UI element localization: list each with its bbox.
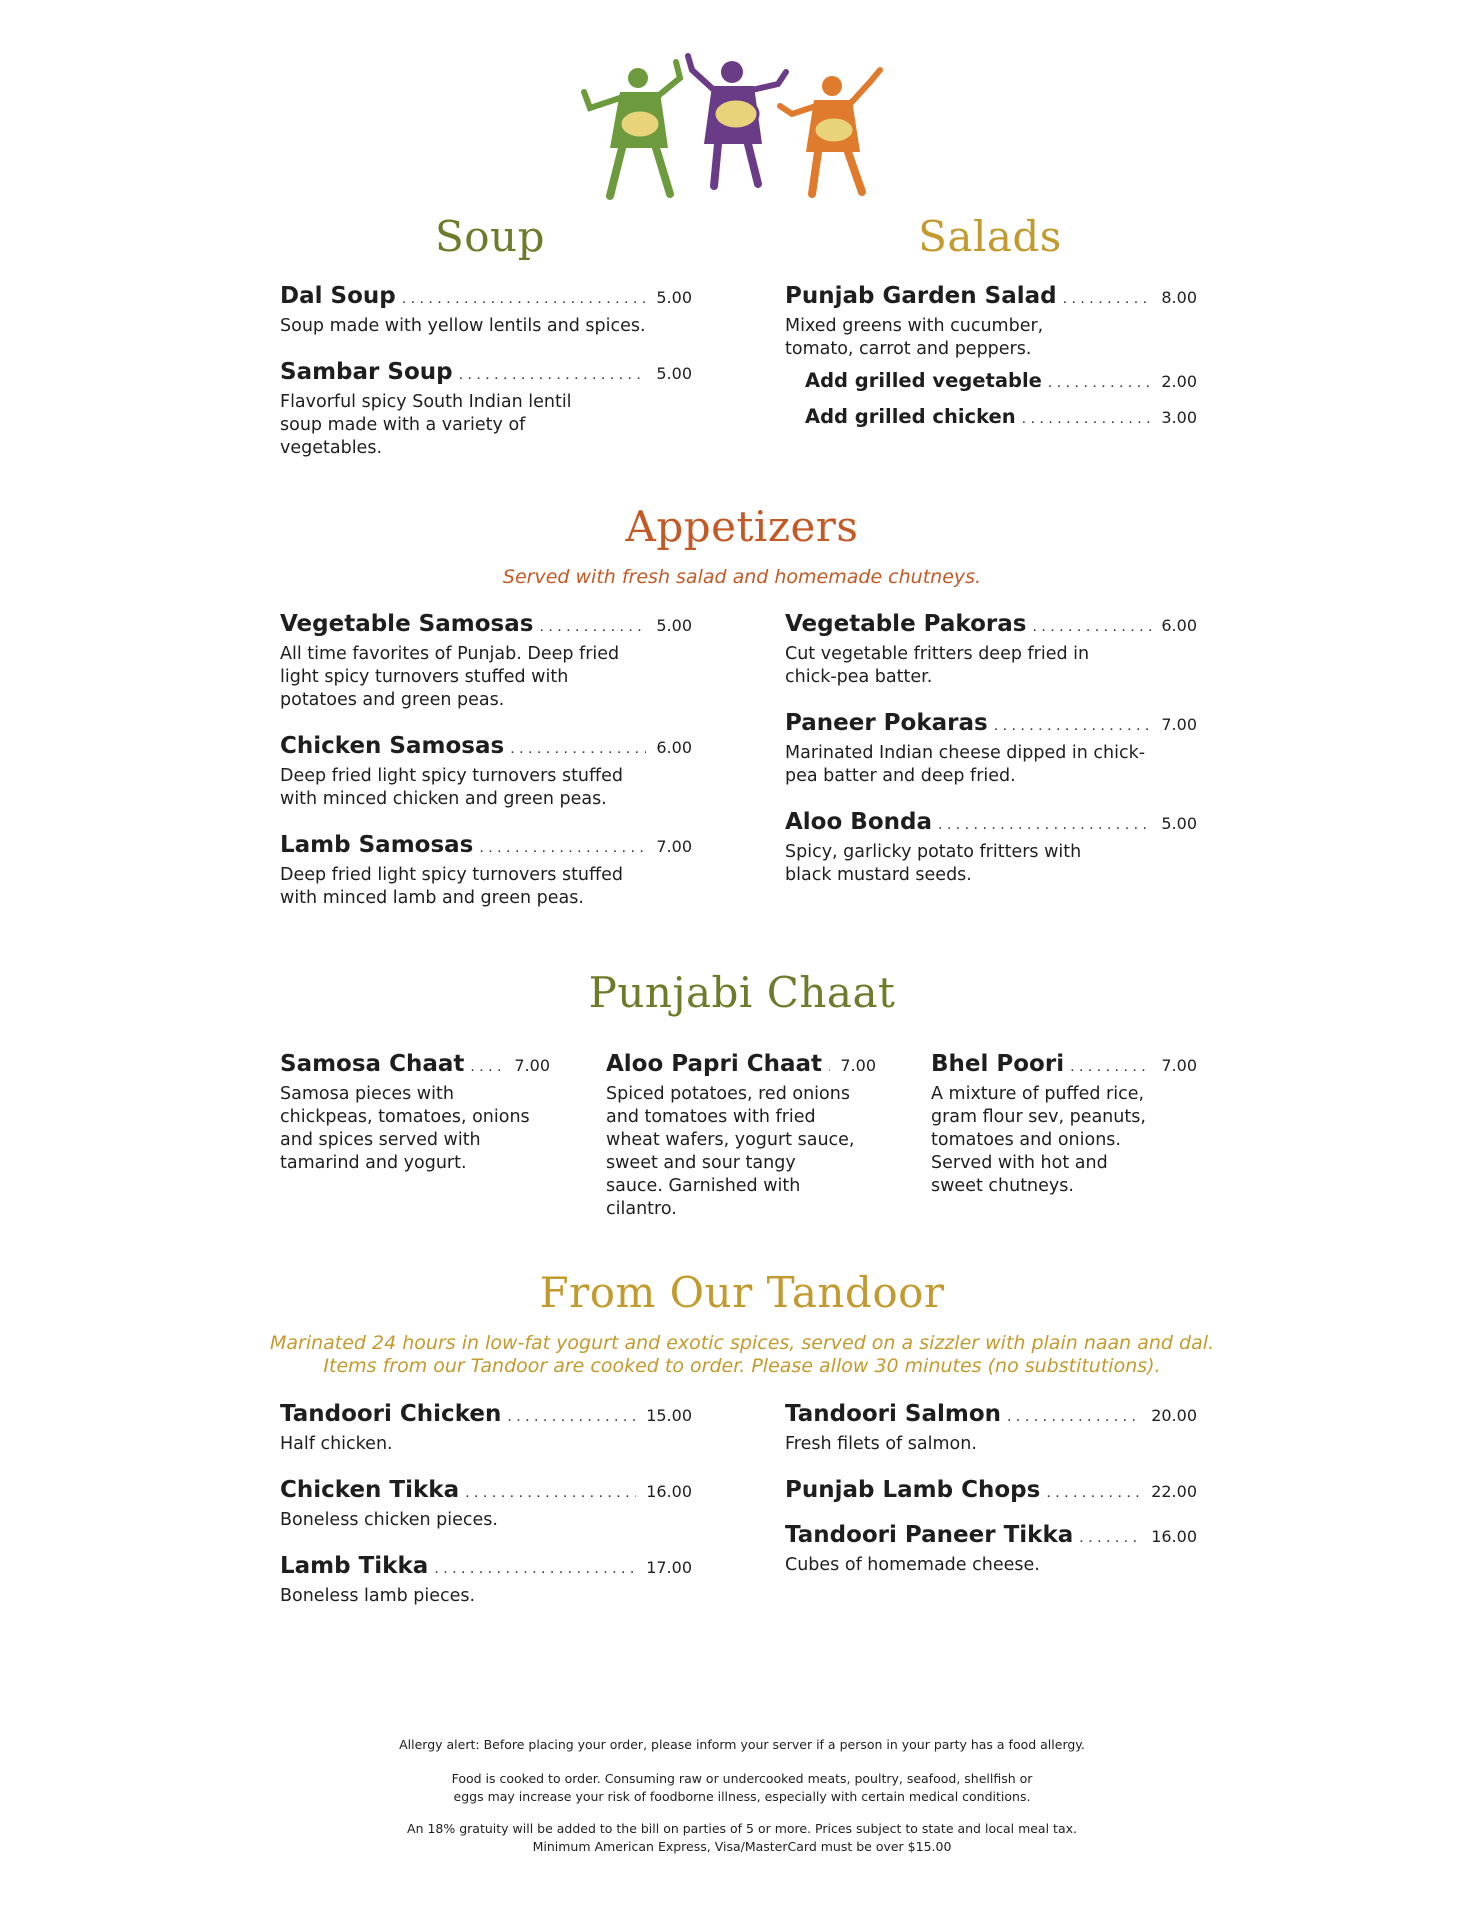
leader-dots bbox=[828, 1053, 830, 1081]
item-description: Marinated Indian cheese dipped in chick-pea batter and deep fried. bbox=[785, 743, 1146, 786]
menu-item bbox=[785, 610, 1197, 689]
leader-dots bbox=[1048, 369, 1152, 397]
item-name: Dal Soup bbox=[280, 283, 396, 309]
addon-price: 3.00 bbox=[1161, 408, 1197, 427]
item-description: Half chicken. bbox=[280, 1434, 393, 1454]
item-name: Chicken Tikka bbox=[280, 1477, 460, 1503]
item-description: Boneless chicken pieces. bbox=[280, 1510, 498, 1530]
item-name: Chicken Samosas bbox=[280, 733, 505, 759]
cooked-notice-line2: eggs may increase your risk of foodborne illness, especially with certain medical conditions. bbox=[453, 1789, 1031, 1804]
purple-dancer-icon bbox=[688, 56, 786, 186]
allergy-alert: Allergy alert: Before placing your order, please inform your server if a person in your party has a food allergy. bbox=[399, 1737, 1085, 1752]
item-description: All time favorites of Punjab. Deep fried light spicy turnovers stuffed with potatoes and green peas. bbox=[280, 644, 620, 710]
item-description: Spiced potatoes, red onions and tomatoes with fried wheat wafers, yogurt sauce, sweet and sour tangy sauce. Garnished with cilantro. bbox=[606, 1084, 855, 1219]
item-price: 7.00 bbox=[656, 837, 692, 856]
leader-dots bbox=[479, 834, 646, 862]
item-description: Fresh filets of salmon. bbox=[785, 1434, 977, 1454]
appetizers-right-column bbox=[785, 610, 1197, 907]
item-description: Soup made with yellow lentils and spices. bbox=[280, 316, 646, 336]
item-description: Deep fried light spicy turnovers stuffed with minced chicken and green peas. bbox=[280, 766, 623, 809]
leader-dots bbox=[510, 735, 646, 763]
appetizers-left-column bbox=[280, 610, 692, 930]
menu-item bbox=[280, 1552, 692, 1608]
menu-item bbox=[785, 709, 1197, 788]
menu-item bbox=[785, 808, 1197, 887]
leader-dots bbox=[994, 712, 1152, 740]
leader-dots bbox=[459, 361, 647, 389]
addon-name: Add grilled chicken bbox=[805, 405, 1016, 428]
leader-dots bbox=[507, 1403, 636, 1431]
item-price: 6.00 bbox=[656, 738, 692, 757]
item-name: Vegetable Samosas bbox=[280, 611, 534, 637]
item-price: 5.00 bbox=[1161, 814, 1197, 833]
tandoor-title: From Our Tandoor bbox=[539, 1268, 945, 1317]
appetizers-title: Appetizers bbox=[625, 502, 859, 551]
menu-item bbox=[785, 282, 1197, 361]
menu-item bbox=[280, 610, 692, 712]
menu-item bbox=[785, 1521, 1197, 1577]
leader-dots bbox=[402, 285, 647, 313]
item-price: 22.00 bbox=[1151, 1482, 1197, 1501]
menu-item bbox=[606, 1050, 876, 1221]
item-name: Aloo Papri Chaat bbox=[606, 1051, 823, 1077]
item-name: Tandoori Paneer Tikka bbox=[785, 1522, 1074, 1548]
leader-dots bbox=[1007, 1403, 1141, 1431]
menu-item bbox=[280, 1050, 550, 1175]
menu-item bbox=[785, 1400, 1197, 1456]
addon-price: 2.00 bbox=[1161, 372, 1197, 391]
salads-column bbox=[785, 282, 1197, 439]
bhangra-dancers-icon bbox=[580, 48, 900, 208]
chaat-column-3 bbox=[931, 1050, 1197, 1218]
leader-dots bbox=[1079, 1524, 1141, 1552]
item-name: Bhel Poori bbox=[931, 1051, 1065, 1077]
leader-dots bbox=[938, 811, 1151, 839]
item-description: Cubes of homemade cheese. bbox=[785, 1555, 1040, 1575]
salad-addon bbox=[805, 403, 1197, 433]
item-description: A mixture of puffed rice, gram flour sev, peanuts, tomatoes and onions. Served with hot and sweet chutneys. bbox=[931, 1084, 1146, 1196]
item-description: Samosa pieces with chickpeas, tomatoes, onions and spices served with tamarind and yogurt. bbox=[280, 1084, 530, 1173]
leader-dots bbox=[434, 1555, 636, 1583]
salad-addon bbox=[805, 367, 1197, 397]
item-description: Spicy, garlicky potato fritters with black mustard seeds. bbox=[785, 842, 1082, 885]
menu-item bbox=[280, 282, 692, 338]
item-price: 5.00 bbox=[656, 288, 692, 307]
chaat-column-2 bbox=[606, 1050, 876, 1241]
addon-name: Add grilled vegetable bbox=[805, 369, 1042, 392]
tandoor-left-column bbox=[280, 1400, 692, 1628]
tandoor-subtitle-line2: Items from our Tandoor are cooked to order. Please allow 30 minutes (no substitutions). bbox=[323, 1355, 1161, 1377]
menu-item bbox=[785, 1476, 1197, 1507]
item-price: 16.00 bbox=[1151, 1527, 1197, 1546]
chaat-column-1 bbox=[280, 1050, 550, 1195]
leader-dots bbox=[1070, 1053, 1151, 1081]
tandoor-subtitle-line1: Marinated 24 hours in low-fat yogurt and exotic spices, served on a sizzler with plain naan and dal. bbox=[269, 1332, 1215, 1354]
menu-item bbox=[931, 1050, 1197, 1198]
gratuity-line2: Minimum American Express, Visa/MasterCard must be over $15.00 bbox=[532, 1839, 952, 1854]
soup-title: Soup bbox=[435, 212, 545, 261]
leader-dots bbox=[539, 613, 646, 641]
item-price: 6.00 bbox=[1161, 616, 1197, 635]
leader-dots bbox=[1022, 405, 1152, 433]
cooked-to-order-notice bbox=[0, 1770, 1484, 1806]
item-name: Aloo Bonda bbox=[785, 809, 932, 835]
item-name: Punjab Garden Salad bbox=[785, 283, 1057, 309]
item-price: 20.00 bbox=[1151, 1406, 1197, 1425]
menu-item bbox=[280, 732, 692, 811]
item-price: 17.00 bbox=[646, 1558, 692, 1577]
footer-notices bbox=[0, 1736, 1484, 1870]
item-name: Samosa Chaat bbox=[280, 1051, 465, 1077]
salads-title: Salads bbox=[918, 212, 1062, 261]
item-description: Flavorful spicy South Indian lentil soup made with a variety of vegetables. bbox=[280, 392, 572, 458]
item-name: Lamb Tikka bbox=[280, 1553, 429, 1579]
leader-dots bbox=[1032, 613, 1151, 641]
gratuity-notice bbox=[0, 1820, 1484, 1856]
item-name: Tandoori Salmon bbox=[785, 1401, 1002, 1427]
menu-item bbox=[280, 1400, 692, 1456]
item-price: 16.00 bbox=[646, 1482, 692, 1501]
green-dancer-icon bbox=[584, 62, 680, 196]
soup-column bbox=[280, 282, 692, 480]
item-price: 5.00 bbox=[656, 616, 692, 635]
menu-item bbox=[280, 1476, 692, 1532]
item-description: Cut vegetable fritters deep fried in chick-pea batter. bbox=[785, 644, 1090, 687]
item-price: 8.00 bbox=[1161, 288, 1197, 307]
item-name: Vegetable Pakoras bbox=[785, 611, 1027, 637]
chaat-title: Punjabi Chaat bbox=[588, 968, 896, 1017]
appetizers-subtitle: Served with fresh salad and homemade chutneys. bbox=[502, 566, 982, 588]
menu-item bbox=[280, 831, 692, 910]
item-description: Boneless lamb pieces. bbox=[280, 1586, 476, 1606]
leader-dots bbox=[1046, 1479, 1141, 1507]
item-price: 7.00 bbox=[514, 1056, 550, 1075]
item-name: Paneer Pokaras bbox=[785, 710, 988, 736]
gratuity-line1: An 18% gratuity will be added to the bill on parties of 5 or more. Prices subject to state and local meal tax. bbox=[407, 1821, 1077, 1836]
item-name: Punjab Lamb Chops bbox=[785, 1477, 1041, 1503]
item-name: Lamb Samosas bbox=[280, 832, 474, 858]
leader-dots bbox=[465, 1479, 636, 1507]
item-name: Sambar Soup bbox=[280, 359, 453, 385]
leader-dots bbox=[1063, 285, 1152, 313]
item-description: Deep fried light spicy turnovers stuffed with minced lamb and green peas. bbox=[280, 865, 623, 908]
item-price: 7.00 bbox=[840, 1056, 876, 1075]
item-price: 5.00 bbox=[656, 364, 692, 383]
tandoor-right-column bbox=[785, 1400, 1197, 1597]
item-price: 7.00 bbox=[1161, 1056, 1197, 1075]
menu-item bbox=[280, 358, 692, 460]
item-description: Mixed greens with cucumber, tomato, carrot and peppers. bbox=[785, 316, 1044, 359]
cooked-notice-line1: Food is cooked to order. Consuming raw or undercooked meats, poultry, seafood, shellfish or bbox=[451, 1771, 1033, 1786]
item-price: 7.00 bbox=[1161, 715, 1197, 734]
item-price: 15.00 bbox=[646, 1406, 692, 1425]
leader-dots bbox=[470, 1053, 504, 1081]
item-name: Tandoori Chicken bbox=[280, 1401, 502, 1427]
orange-dancer-icon bbox=[780, 70, 880, 194]
